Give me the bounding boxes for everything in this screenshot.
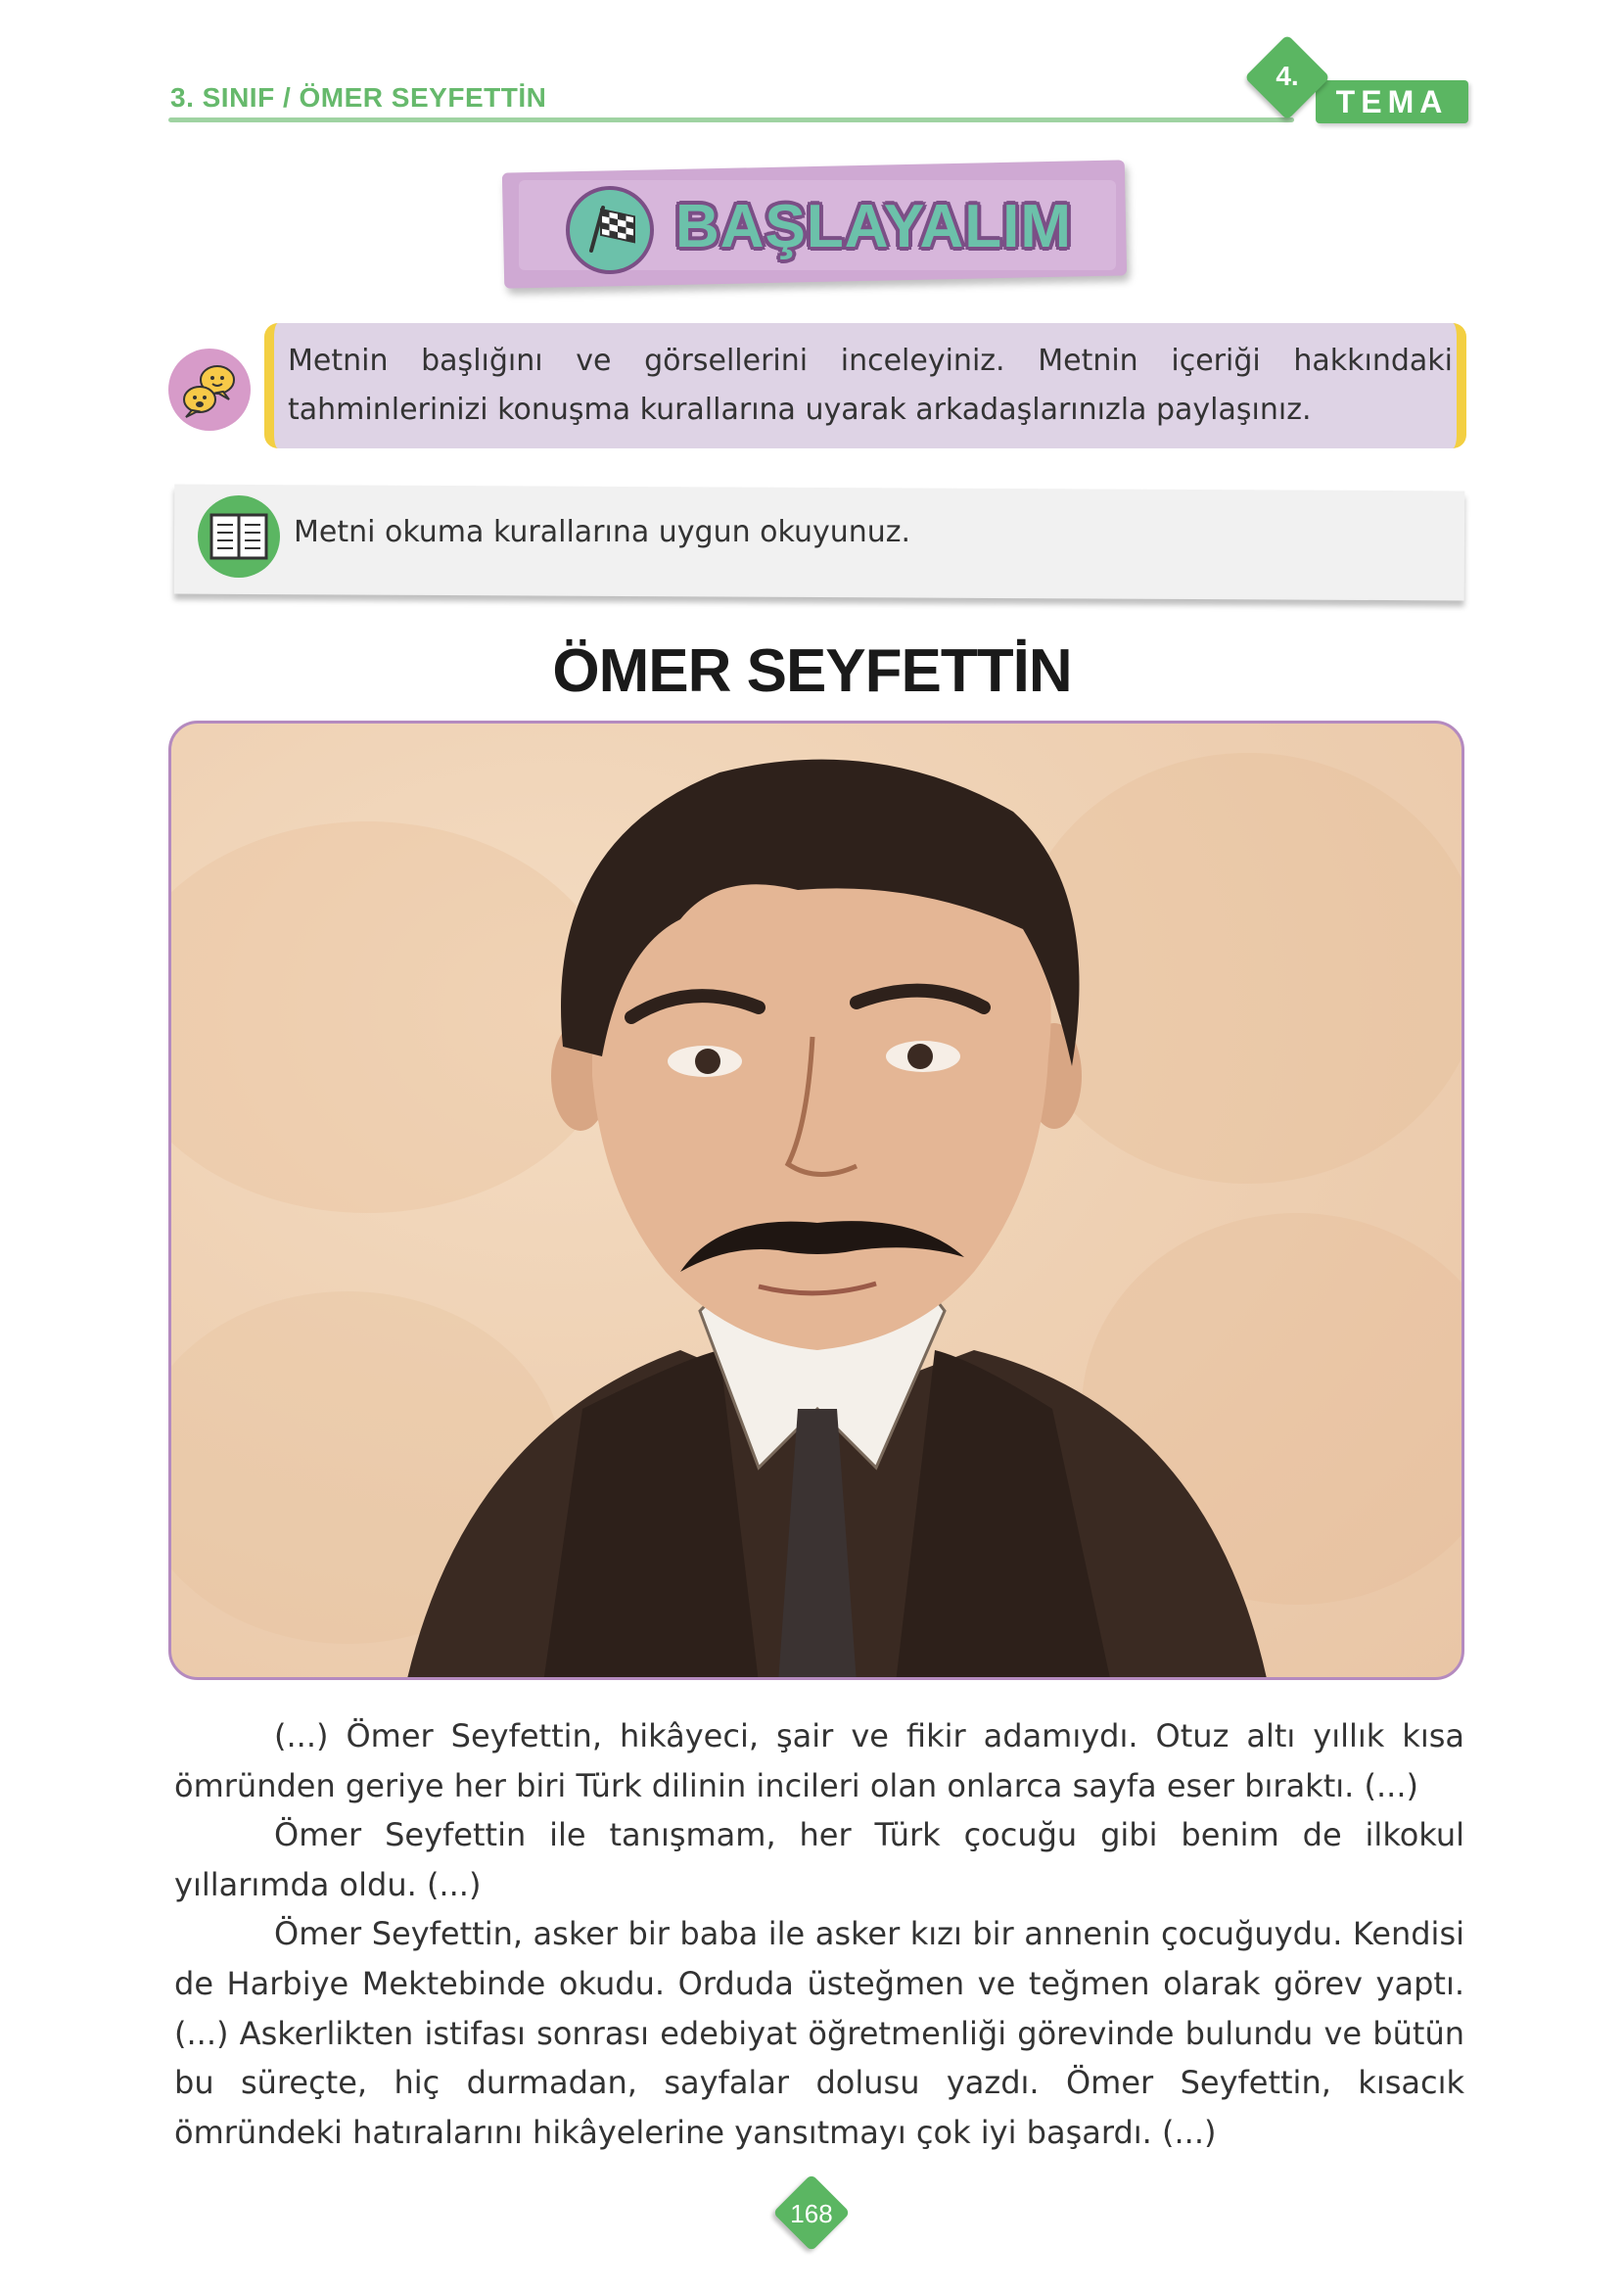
instruction-read-text: Metni okuma kurallarına uygun okuyunuz. [294,515,911,549]
paragraph: Ömer Seyfettin, asker bir baba ile asker kızı bir annenin çocuğuydu. Kendisi de Harbiye Mektebinde okudu. Orduda üsteğmen ve teğmen olarak görev yaptı. (...) Askerlikten istifası sonrası edebiyat öğretmenliği görevinde bulundu ve bütün bu süreçte, hiç durmadan, sayfalar dolusu yazdı. Ömer Seyfettin, kısacık ömründeki hatıralarını hikâyelerine yansıtmayı çok iyi başardı. (...) [174,1915,1464,2151]
open-book-icon [198,495,280,578]
theme-number: 4. [1276,61,1299,91]
breadcrumb: 3. SINIF / ÖMER SEYFETTİN [170,82,547,113]
banner-label: BAŞLAYALIM [675,193,1073,260]
header-divider [168,117,1294,122]
page-title: ÖMER SEYFETTİN [552,637,1072,705]
portrait-illustration [168,721,1464,1680]
paragraph: Ömer Seyfettin ile tanışmam, her Türk çocuğu gibi benim de ilkokul yıllarımda oldu. (...) [174,1816,1464,1903]
theme-label: TEMA [1335,84,1449,119]
page-number: 168 [790,2199,833,2228]
paragraph: (...) Ömer Seyfettin, hikâyeci, şair ve fikir adamıydı. Otuz altı yıllık kısa ömründen geriye her biri Türk dilinin incileri olan onlarca sayfa eser bıraktı. (...) [174,1717,1464,1804]
speech-bubbles-icon [168,349,251,431]
page-number-badge [772,2174,851,2252]
instruction-discuss-text: Metnin başlığını ve görsellerini inceleyiniz. Metnin içeriği hakkındaki tahminlerinizi konuşma kurallarına uyarak arkadaşlarınızla paylaşınız. [288,344,1453,427]
body-text [174,1711,1464,2157]
checkered-flag-icon [566,186,654,274]
theme-badge [1235,29,1480,137]
